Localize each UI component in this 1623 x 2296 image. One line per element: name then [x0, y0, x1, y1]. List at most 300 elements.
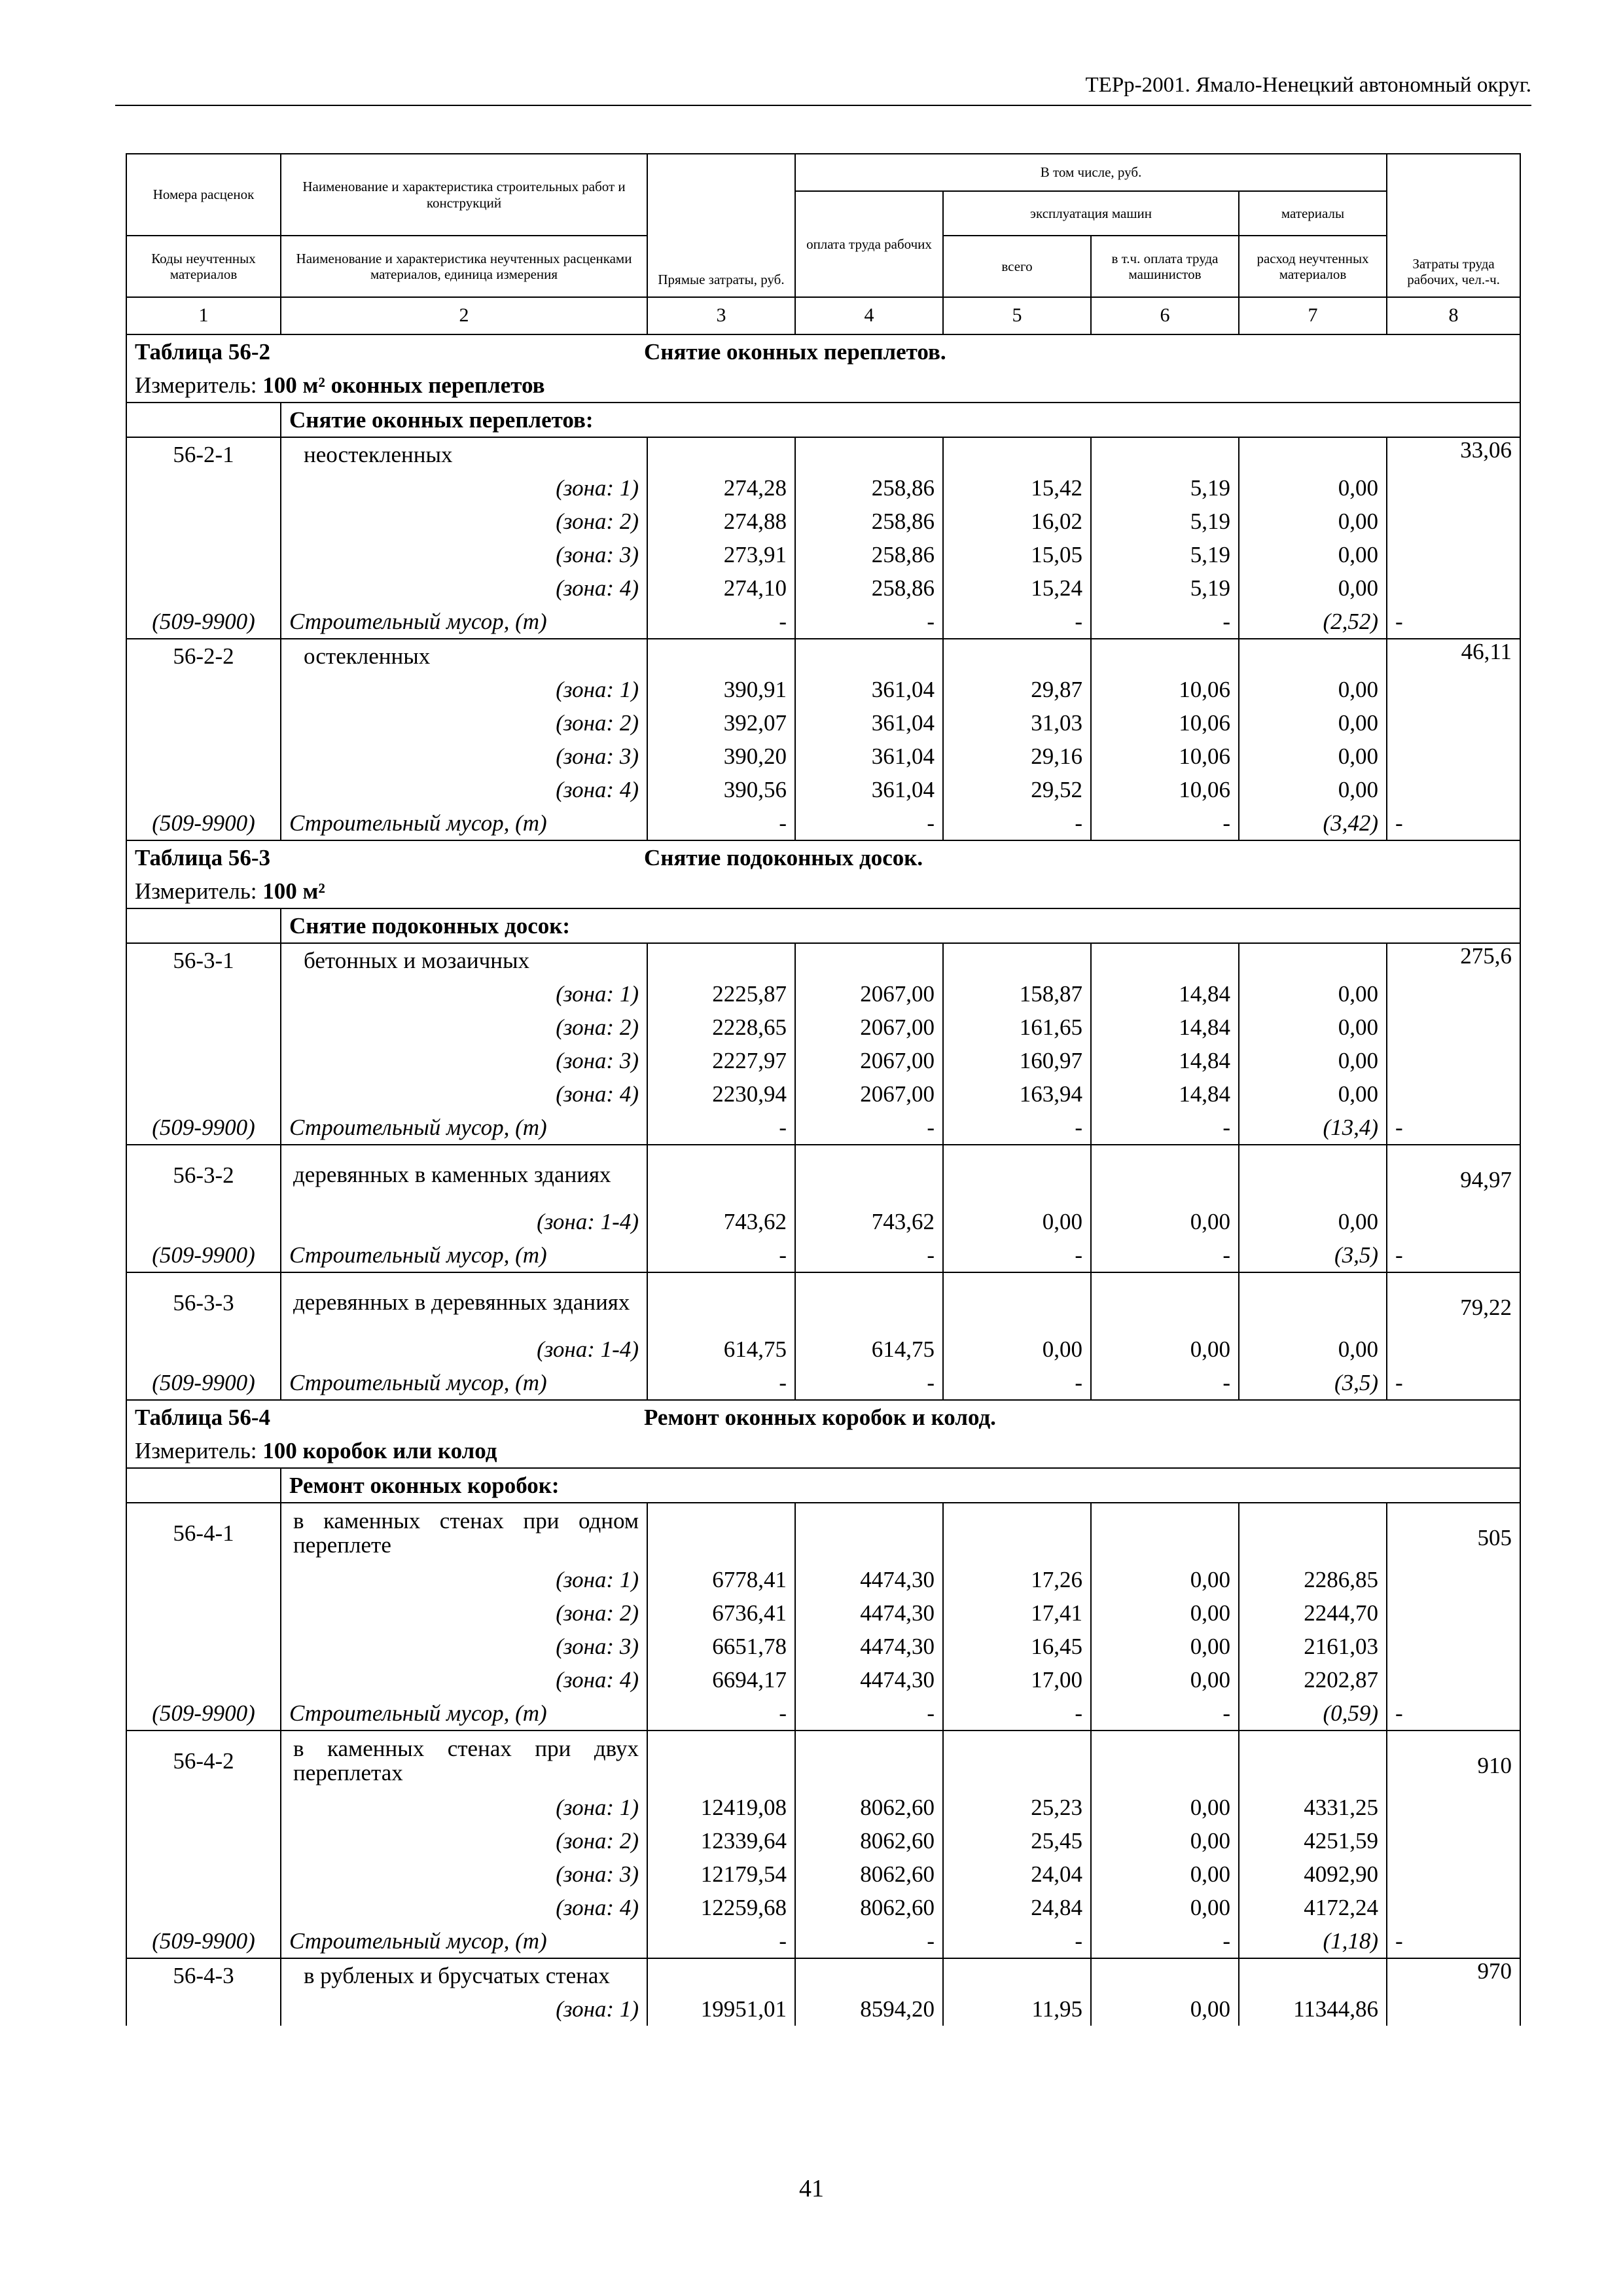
waste-name: Строительный мусор, (т): [281, 1366, 647, 1400]
dash: -: [943, 806, 1091, 840]
cell-value: 0,00: [1239, 706, 1387, 740]
waste-code: (509-9900): [126, 1366, 281, 1400]
waste-code: (509-9900): [126, 605, 281, 639]
dash: -: [1091, 1111, 1239, 1145]
labor-value: 46,11: [1387, 639, 1520, 806]
labor-value: 94,97: [1387, 1145, 1520, 1238]
cell-value: 0,00: [1239, 471, 1387, 505]
table-row: [126, 740, 1520, 773]
cell-value: 0,00: [1239, 505, 1387, 538]
dash: -: [943, 1366, 1091, 1400]
cell-value: 0,00: [943, 1205, 1091, 1238]
measure-value: 100 коробок или колод: [262, 1437, 497, 1463]
measure: [126, 1434, 1520, 1468]
cell-value: 161,65: [943, 1011, 1091, 1044]
head-machines-total: всего: [943, 236, 1091, 297]
rate-code: 56-2-1: [126, 437, 281, 471]
zone-label: (зона: 1-4): [281, 1333, 647, 1366]
head-col1-bottom: Коды неучтенных материалов: [126, 236, 281, 297]
cell-value: 2228,65: [647, 1011, 795, 1044]
labor-value: 275,6: [1387, 943, 1520, 1111]
cell-value: 614,75: [795, 1333, 943, 1366]
table-number: Таблица 56-2: [135, 338, 270, 365]
table-row: [126, 977, 1520, 1011]
labor-value: 970: [1387, 1958, 1520, 2026]
waste-code: (509-9900): [126, 1111, 281, 1145]
table-row: [126, 1824, 1520, 1857]
labor-value: 79,22: [1387, 1272, 1520, 1366]
dash: -: [647, 1924, 795, 1958]
table-row: [126, 943, 1520, 977]
cell-value: 258,86: [795, 505, 943, 538]
running-title: ТЕРр-2001. Ямало-Ненецкий автономный округ.: [1085, 73, 1531, 97]
cell-value: 6778,41: [647, 1563, 795, 1596]
cell-value: 4092,90: [1239, 1857, 1387, 1891]
dash: -: [943, 605, 1091, 639]
cell-value: 14,84: [1091, 1044, 1239, 1077]
dash: -: [647, 1238, 795, 1272]
waste-code: (509-9900): [126, 1238, 281, 1272]
cell-value: 0,00: [1091, 1333, 1239, 1366]
cell-value: 15,24: [943, 571, 1091, 605]
cell-value: 0,00: [1239, 773, 1387, 806]
cell-value: 2225,87: [647, 977, 795, 1011]
cell-value: 29,52: [943, 773, 1091, 806]
cell-value: 0,00: [1239, 977, 1387, 1011]
rate-code: 56-3-2: [126, 1145, 281, 1205]
table-row: [126, 1333, 1520, 1366]
col-number: 7: [1239, 297, 1387, 334]
head-col2-bottom: Наименование и характеристика неучтенных расценками материалов, единица измерения: [281, 236, 647, 297]
cell-value: 8594,20: [795, 1992, 943, 2026]
col-number: 1: [126, 297, 281, 334]
empty-cell: [126, 908, 281, 943]
table-row: [126, 706, 1520, 740]
col-number: 3: [647, 297, 795, 334]
dash: -: [795, 1696, 943, 1731]
cell-value: 8062,60: [795, 1791, 943, 1824]
cell-value: 0,00: [1091, 1857, 1239, 1891]
waste-name: Строительный мусор, (т): [281, 1924, 647, 1958]
col-number: 6: [1091, 297, 1239, 334]
dash: -: [943, 1238, 1091, 1272]
waste-name: Строительный мусор, (т): [281, 605, 647, 639]
dash: -: [943, 1924, 1091, 1958]
cell-value: 2230,94: [647, 1077, 795, 1111]
table-row: [126, 1145, 1520, 1205]
cell-value: 0,00: [1239, 1077, 1387, 1111]
zone-label: (зона: 4): [281, 571, 647, 605]
table-row: [126, 1205, 1520, 1238]
dash: -: [1091, 806, 1239, 840]
cell-value: 8062,60: [795, 1891, 943, 1924]
dash: -: [1091, 1696, 1239, 1731]
waste-code: (509-9900): [126, 1924, 281, 1958]
table-row: [126, 1630, 1520, 1663]
table-row: [126, 1596, 1520, 1630]
cell-value: 17,41: [943, 1596, 1091, 1630]
rate-code: 56-4-3: [126, 1958, 281, 1992]
waste-row: [126, 1924, 1520, 1958]
head-including: В том числе, руб.: [795, 154, 1387, 191]
table-row: [126, 773, 1520, 806]
labor-value: 910: [1387, 1731, 1520, 1924]
zone-label: (зона: 4): [281, 1891, 647, 1924]
cell-value: 614,75: [647, 1333, 795, 1366]
waste-row: [126, 1238, 1520, 1272]
cell-value: 4474,30: [795, 1596, 943, 1630]
dash: -: [795, 1238, 943, 1272]
cell-value: 258,86: [795, 471, 943, 505]
table-row: [126, 538, 1520, 571]
zone-label: (зона: 1): [281, 673, 647, 706]
table-caption: Ремонт оконных коробок и колод.: [644, 1404, 996, 1430]
cell-value: 0,00: [1091, 1791, 1239, 1824]
cell-value: 11344,86: [1239, 1992, 1387, 2026]
head-col2-top: Наименование и характеристика строительных работ и конструкций: [281, 154, 647, 236]
cell-value: 361,04: [795, 740, 943, 773]
cell-value: 2067,00: [795, 1077, 943, 1111]
rate-name: деревянных в деревянных зданиях: [281, 1272, 647, 1333]
cell-value: 390,56: [647, 773, 795, 806]
cell-value: 2067,00: [795, 1011, 943, 1044]
cell-value: 274,88: [647, 505, 795, 538]
cell-value: 0,00: [1091, 1205, 1239, 1238]
measure: [126, 874, 1520, 908]
table-56-4: [126, 1400, 1520, 2026]
head-labor-costs: Затраты труда рабочих, чел.-ч.: [1387, 154, 1520, 297]
cell-value: 361,04: [795, 706, 943, 740]
dash: -: [795, 1924, 943, 1958]
head-labor-pay: оплата труда рабочих: [795, 191, 943, 297]
cell-value: 2067,00: [795, 977, 943, 1011]
dash: -: [1387, 806, 1520, 840]
table-caption: Снятие подоконных досок.: [644, 844, 923, 870]
cell-value: 390,20: [647, 740, 795, 773]
cell-value: 12419,08: [647, 1791, 795, 1824]
cell-value: 4474,30: [795, 1630, 943, 1663]
dash: -: [1387, 1696, 1520, 1731]
waste-qty: (0,59): [1239, 1696, 1387, 1731]
zone-label: (зона: 4): [281, 1663, 647, 1696]
dash: -: [795, 806, 943, 840]
table-caption: Снятие оконных переплетов.: [644, 338, 946, 365]
col-number: 5: [943, 297, 1091, 334]
dash: -: [795, 605, 943, 639]
waste-row: [126, 1696, 1520, 1731]
cell-value: 10,06: [1091, 673, 1239, 706]
zone-label: (зона: 2): [281, 505, 647, 538]
waste-qty: (3,5): [1239, 1366, 1387, 1400]
table-row: [126, 1272, 1520, 1333]
rate-name: в каменных стенах при одном переплете: [281, 1503, 647, 1563]
cell-value: 274,28: [647, 471, 795, 505]
table-56-2: [126, 334, 1520, 840]
waste-qty: (13,4): [1239, 1111, 1387, 1145]
cell-value: 0,00: [1091, 1891, 1239, 1924]
empty-cell: [126, 403, 281, 437]
dash: -: [647, 1366, 795, 1400]
table-row: [126, 1503, 1520, 1563]
waste-row: [126, 806, 1520, 840]
zone-label: (зона: 2): [281, 1011, 647, 1044]
zone-label: (зона: 3): [281, 538, 647, 571]
table-row: [126, 1731, 1520, 1791]
cell-value: 5,19: [1091, 571, 1239, 605]
waste-row: [126, 1366, 1520, 1400]
cell-value: 25,23: [943, 1791, 1091, 1824]
dash: -: [1387, 1238, 1520, 1272]
cell-value: 11,95: [943, 1992, 1091, 2026]
cell-value: 14,84: [1091, 977, 1239, 1011]
head-machines: эксплуатация машин: [943, 191, 1239, 236]
cell-value: 12179,54: [647, 1857, 795, 1891]
zone-label: (зона: 3): [281, 1630, 647, 1663]
table-row: [126, 571, 1520, 605]
page-number: 41: [799, 2175, 824, 2202]
measure-value: 100 м²: [262, 878, 325, 904]
cell-value: 15,05: [943, 538, 1091, 571]
waste-code: (509-9900): [126, 1696, 281, 1731]
dash: -: [647, 605, 795, 639]
head-materials: материалы: [1239, 191, 1387, 236]
zone-label: (зона: 3): [281, 1044, 647, 1077]
cell-value: 8062,60: [795, 1824, 943, 1857]
cell-value: 10,06: [1091, 740, 1239, 773]
col-number: 4: [795, 297, 943, 334]
cell-value: 743,62: [795, 1205, 943, 1238]
zone-label: (зона: 1): [281, 977, 647, 1011]
waste-qty: (1,18): [1239, 1924, 1387, 1958]
cell-value: 0,00: [1091, 1630, 1239, 1663]
dash: -: [1387, 1366, 1520, 1400]
cell-value: 19951,01: [647, 1992, 795, 2026]
waste-name: Строительный мусор, (т): [281, 1696, 647, 1731]
dash: -: [1091, 605, 1239, 639]
section-subheader: Снятие подоконных досок:: [281, 908, 1520, 943]
rate-code: 56-2-2: [126, 639, 281, 673]
zone-label: (зона: 1): [281, 1992, 647, 2026]
cell-value: 160,97: [943, 1044, 1091, 1077]
waste-qty: (3,5): [1239, 1238, 1387, 1272]
cell-value: 5,19: [1091, 471, 1239, 505]
zone-label: (зона: 3): [281, 740, 647, 773]
cell-value: 0,00: [1239, 1333, 1387, 1366]
cell-value: 0,00: [1239, 538, 1387, 571]
cell-value: 0,00: [1239, 1011, 1387, 1044]
cell-value: 4251,59: [1239, 1824, 1387, 1857]
cell-value: 0,00: [1239, 673, 1387, 706]
cell-value: 24,04: [943, 1857, 1091, 1891]
table-row: [126, 1077, 1520, 1111]
table-row: [126, 505, 1520, 538]
rate-name: остекленных: [281, 639, 647, 673]
cell-value: 10,06: [1091, 773, 1239, 806]
dash: -: [1091, 1924, 1239, 1958]
cell-value: 6736,41: [647, 1596, 795, 1630]
cell-value: 16,02: [943, 505, 1091, 538]
cell-value: 2202,87: [1239, 1663, 1387, 1696]
dash: -: [1091, 1366, 1239, 1400]
cell-value: 16,45: [943, 1630, 1091, 1663]
table-head: [126, 154, 1520, 334]
labor-value: 505: [1387, 1503, 1520, 1696]
cell-value: 10,06: [1091, 706, 1239, 740]
cell-value: 24,84: [943, 1891, 1091, 1924]
zone-label: (зона: 1-4): [281, 1205, 647, 1238]
cell-value: 0,00: [943, 1333, 1091, 1366]
col-number: 2: [281, 297, 647, 334]
table-row: [126, 1563, 1520, 1596]
cell-value: 258,86: [795, 571, 943, 605]
dash: -: [1387, 1924, 1520, 1958]
cell-value: 258,86: [795, 538, 943, 571]
cell-value: 12259,68: [647, 1891, 795, 1924]
cell-value: 29,16: [943, 740, 1091, 773]
zone-label: (зона: 2): [281, 1596, 647, 1630]
cell-value: 2067,00: [795, 1044, 943, 1077]
waste-name: Строительный мусор, (т): [281, 1111, 647, 1145]
cell-value: 274,10: [647, 571, 795, 605]
cell-value: 25,45: [943, 1824, 1091, 1857]
cell-value: 4172,24: [1239, 1891, 1387, 1924]
cell-value: 392,07: [647, 706, 795, 740]
rate-name: неостекленных: [281, 437, 647, 471]
zone-label: (зона: 1): [281, 1563, 647, 1596]
rate-code: 56-3-3: [126, 1272, 281, 1333]
cell-value: 4331,25: [1239, 1791, 1387, 1824]
table-title: [126, 1400, 1520, 1434]
cell-value: 361,04: [795, 673, 943, 706]
cell-value: 0,00: [1091, 1663, 1239, 1696]
cell-value: 6651,78: [647, 1630, 795, 1663]
head-materials-unacc: расход неучтенных материалов: [1239, 236, 1387, 297]
section-subheader: Ремонт оконных коробок:: [281, 1468, 1520, 1503]
dash: -: [647, 1696, 795, 1731]
empty-cell: [126, 1468, 281, 1503]
header-rule: [115, 105, 1531, 106]
table-56-3: [126, 840, 1520, 1400]
waste-qty: (2,52): [1239, 605, 1387, 639]
dash: -: [647, 806, 795, 840]
cell-value: 163,94: [943, 1077, 1091, 1111]
dash: -: [1091, 1238, 1239, 1272]
cell-value: 5,19: [1091, 505, 1239, 538]
measure: [126, 368, 1520, 403]
cell-value: 0,00: [1091, 1992, 1239, 2026]
cell-value: 17,00: [943, 1663, 1091, 1696]
table-title: [126, 840, 1520, 874]
cell-value: 8062,60: [795, 1857, 943, 1891]
zone-label: (зона: 2): [281, 1824, 647, 1857]
cell-value: 2227,97: [647, 1044, 795, 1077]
table-row: [126, 1992, 1520, 2026]
labor-value: 33,06: [1387, 437, 1520, 605]
dash: -: [795, 1111, 943, 1145]
cell-value: 15,42: [943, 471, 1091, 505]
cell-value: 0,00: [1239, 1205, 1387, 1238]
table-row: [126, 673, 1520, 706]
head-machines-pay: в т.ч. оплата труда машинистов: [1091, 236, 1239, 297]
cell-value: 0,00: [1239, 1044, 1387, 1077]
table-row: [126, 1857, 1520, 1891]
table-number: Таблица 56-4: [135, 1404, 270, 1430]
table-row: [126, 437, 1520, 471]
cell-value: 0,00: [1091, 1563, 1239, 1596]
table-title: [126, 334, 1520, 368]
cell-value: 743,62: [647, 1205, 795, 1238]
zone-label: (зона: 2): [281, 706, 647, 740]
table-row: [126, 1891, 1520, 1924]
waste-row: [126, 1111, 1520, 1145]
table-row: [126, 1791, 1520, 1824]
cell-value: 2286,85: [1239, 1563, 1387, 1596]
dash: -: [1387, 1111, 1520, 1145]
dash: -: [647, 1111, 795, 1145]
cell-value: 14,84: [1091, 1011, 1239, 1044]
cell-value: 14,84: [1091, 1077, 1239, 1111]
cell-value: 5,19: [1091, 538, 1239, 571]
rate-name: в рубленых и брусчатых стенах: [281, 1958, 647, 1992]
zone-label: (зона: 1): [281, 471, 647, 505]
table-row: [126, 1958, 1520, 1992]
table-number: Таблица 56-3: [135, 844, 270, 870]
waste-name: Строительный мусор, (т): [281, 806, 647, 840]
waste-row: [126, 605, 1520, 639]
dash: -: [795, 1366, 943, 1400]
cell-value: 29,87: [943, 673, 1091, 706]
rate-name: в каменных стенах при двух переплетах: [281, 1731, 647, 1791]
cell-value: 361,04: [795, 773, 943, 806]
cell-value: 17,26: [943, 1563, 1091, 1596]
zone-label: (зона: 4): [281, 773, 647, 806]
price-table: [126, 153, 1521, 2026]
table-row: [126, 639, 1520, 673]
section-subheader: Снятие оконных переплетов:: [281, 403, 1520, 437]
cell-value: 390,91: [647, 673, 795, 706]
rate-code: 56-4-2: [126, 1731, 281, 1791]
cell-value: 31,03: [943, 706, 1091, 740]
cell-value: 6694,17: [647, 1663, 795, 1696]
table-row: [126, 1663, 1520, 1696]
cell-value: 273,91: [647, 538, 795, 571]
waste-qty: (3,42): [1239, 806, 1387, 840]
cell-value: 0,00: [1239, 740, 1387, 773]
measure-label: Измеритель:: [135, 372, 257, 398]
table-row: [126, 1044, 1520, 1077]
measure-label: Измеритель:: [135, 1437, 257, 1463]
head-direct-costs: Прямые затраты, руб.: [647, 154, 795, 297]
cell-value: 0,00: [1091, 1596, 1239, 1630]
cell-value: 4474,30: [795, 1663, 943, 1696]
waste-name: Строительный мусор, (т): [281, 1238, 647, 1272]
rate-name: бетонных и мозаичных: [281, 943, 647, 977]
cell-value: 4474,30: [795, 1563, 943, 1596]
cell-value: 0,00: [1091, 1824, 1239, 1857]
table-row: [126, 471, 1520, 505]
zone-label: (зона: 3): [281, 1857, 647, 1891]
cell-value: 0,00: [1239, 571, 1387, 605]
zone-label: (зона: 4): [281, 1077, 647, 1111]
zone-label: (зона: 1): [281, 1791, 647, 1824]
dash: -: [1387, 605, 1520, 639]
cell-value: 2244,70: [1239, 1596, 1387, 1630]
col-number: 8: [1387, 297, 1520, 334]
measure-label: Измеритель:: [135, 878, 257, 904]
cell-value: 12339,64: [647, 1824, 795, 1857]
cell-value: 158,87: [943, 977, 1091, 1011]
cell-value: 2161,03: [1239, 1630, 1387, 1663]
